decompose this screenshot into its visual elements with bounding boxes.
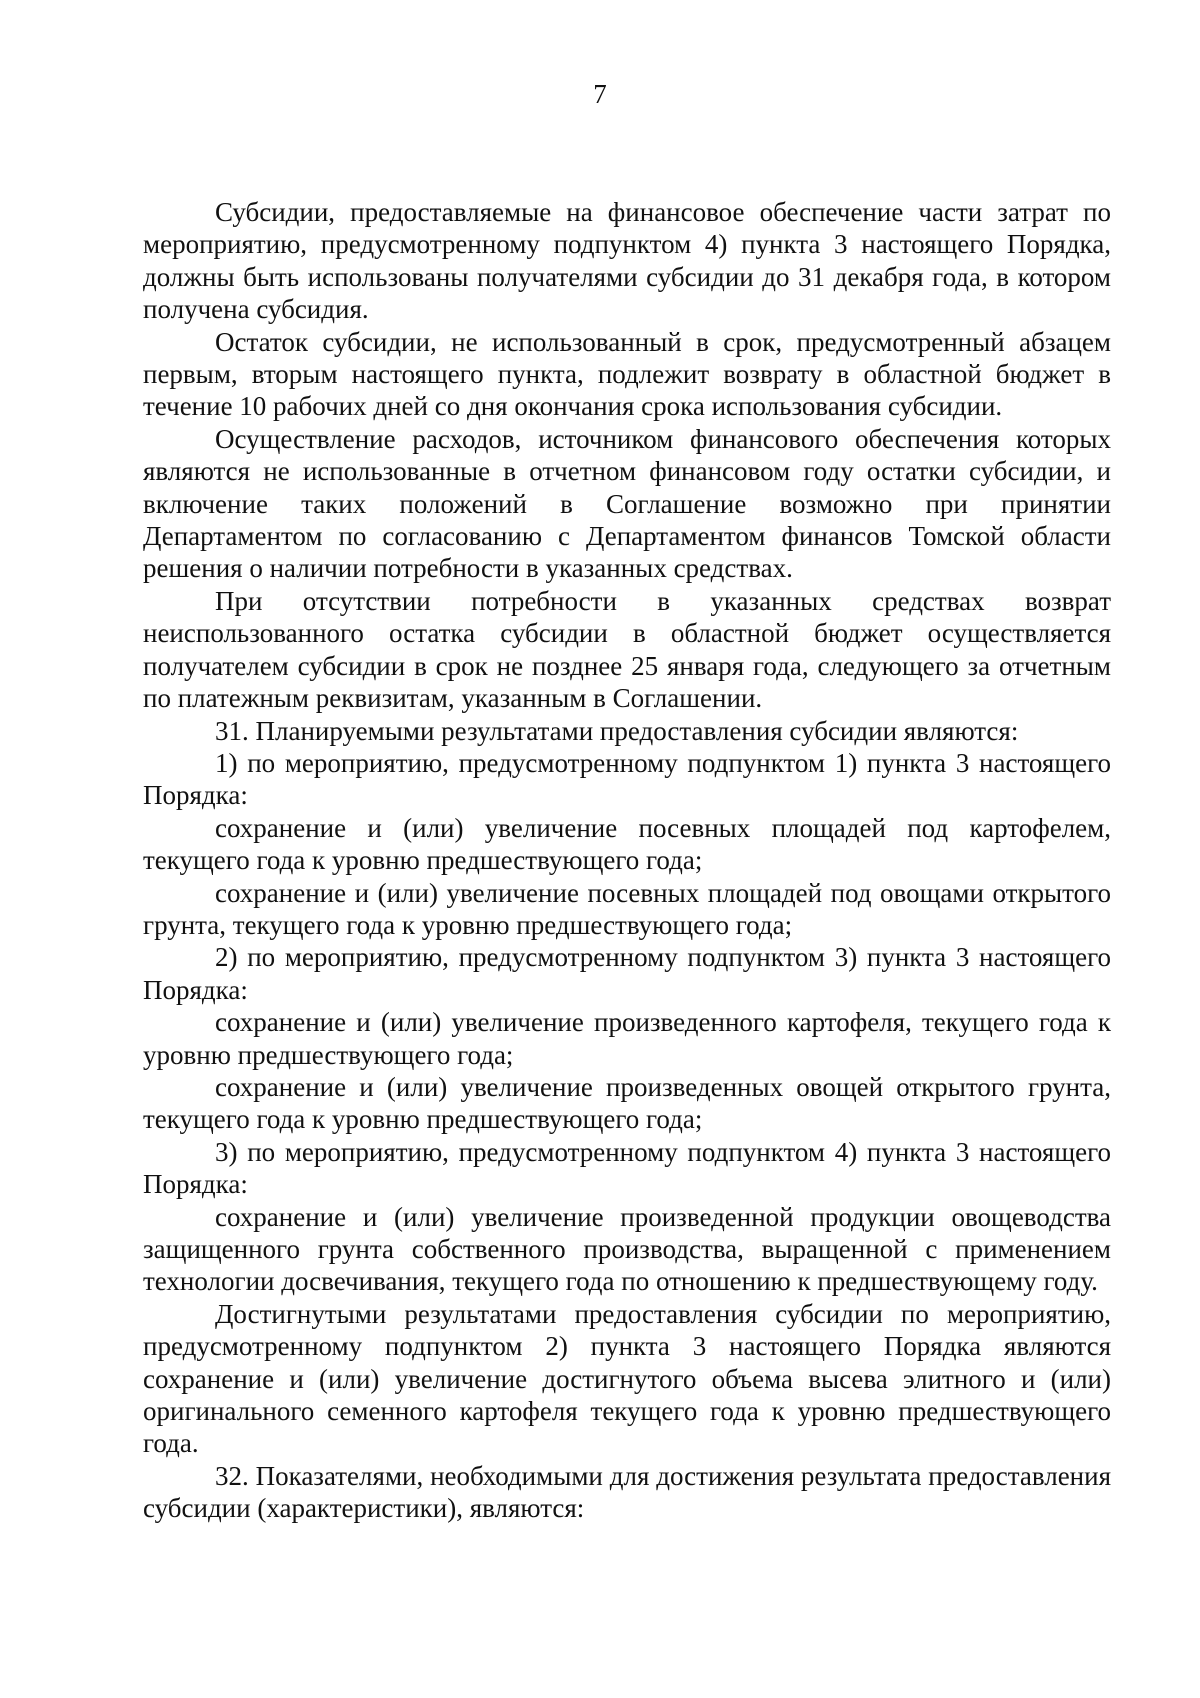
paragraph-item-32: 32. Показателями, необходимыми для достижения результата предоставления субсидии (характеристики), являются: <box>143 1460 1111 1524</box>
paragraph-potato-areas: сохранение и (или) увеличение посевных площадей под картофелем, текущего года к уровню предшествующего года; <box>143 812 1111 876</box>
paragraph-subsidy-usage-deadline: Субсидии, предоставляемые на финансовое обеспечение части затрат по мероприятию, предусмотренному подпунктом 4) пункта 3 настоящего Порядка, должны быть использованы получателями субсидии до 31 декабря года, в котором получена субсидия. <box>143 197 1111 325</box>
paragraph-greenhouse-production: сохранение и (или) увеличение произведенной продукции овощеводства защищенного грунта собственного производства, выращенной с применением технологии досвечивания, текущего года по отношению к предшествующему году. <box>143 1201 1111 1297</box>
paragraph-potato-production: сохранение и (или) увеличение произведенного картофеля, текущего года к уровню предшествующего года; <box>143 1007 1111 1070</box>
paragraph-subitem-2: 2) по мероприятию, предусмотренному подпунктом 3) пункта 3 настоящего Порядка: <box>143 942 1111 1005</box>
paragraph-achieved-results: Достигнутыми результатами предоставления субсидии по мероприятию, предусмотренному подпунктом 2) пункта 3 настоящего Порядка являются сохранение и (или) увеличение достигнутого объема высева элитного и (или) оригинального семенного картофеля текущего года к уровню предшествующего года. <box>143 1298 1111 1459</box>
paragraph-vegetable-areas: сохранение и (или) увеличение посевных площадей под овощами открытого грунта, текущего года к уровню предшествующего года; <box>143 877 1111 940</box>
paragraph-subsidy-remainder-return: Остаток субсидии, не использованный в срок, предусмотренный абзацем первым, вторым настоящего пункта, подлежит возврату в областной бюджет в течение 10 рабочих дней со дня окончания срока использования субсидии. <box>143 326 1111 422</box>
paragraph-subitem-1: 1) по мероприятию, предусмотренному подпунктом 1) пункта 3 настоящего Порядка: <box>143 747 1111 811</box>
paragraph-subitem-3: 3) по мероприятию, предусмотренному подпунктом 4) пункта 3 настоящего Порядка: <box>143 1136 1111 1200</box>
page-number: 7 <box>593 79 607 109</box>
paragraph-remainder-expenditure: Осуществление расходов, источником финансового обеспечения которых являются не использованные в отчетном финансовом году остатки субсидии, и включение таких положений в Соглашение возможно при принятии Департаментом по согласованию с Департаментом финансов Томской области решения о наличии потребности в указанных средствах. <box>143 423 1111 584</box>
paragraph-unused-remainder-return: При отсутствии потребности в указанных средствах возврат неиспользованного остатка субсидии в областной бюджет осуществляется получателем субсидии в срок не позднее 25 января года, следующего за отчетным по платежным реквизитам, указанным в Соглашении. <box>143 585 1111 714</box>
paragraph-item-31: 31. Планируемыми результатами предоставления субсидии являются: <box>215 715 1019 746</box>
paragraph-vegetable-production: сохранение и (или) увеличение произведенных овощей открытого грунта, текущего года к уровню предшествующего года; <box>143 1071 1111 1135</box>
document-body <box>143 196 1111 1525</box>
